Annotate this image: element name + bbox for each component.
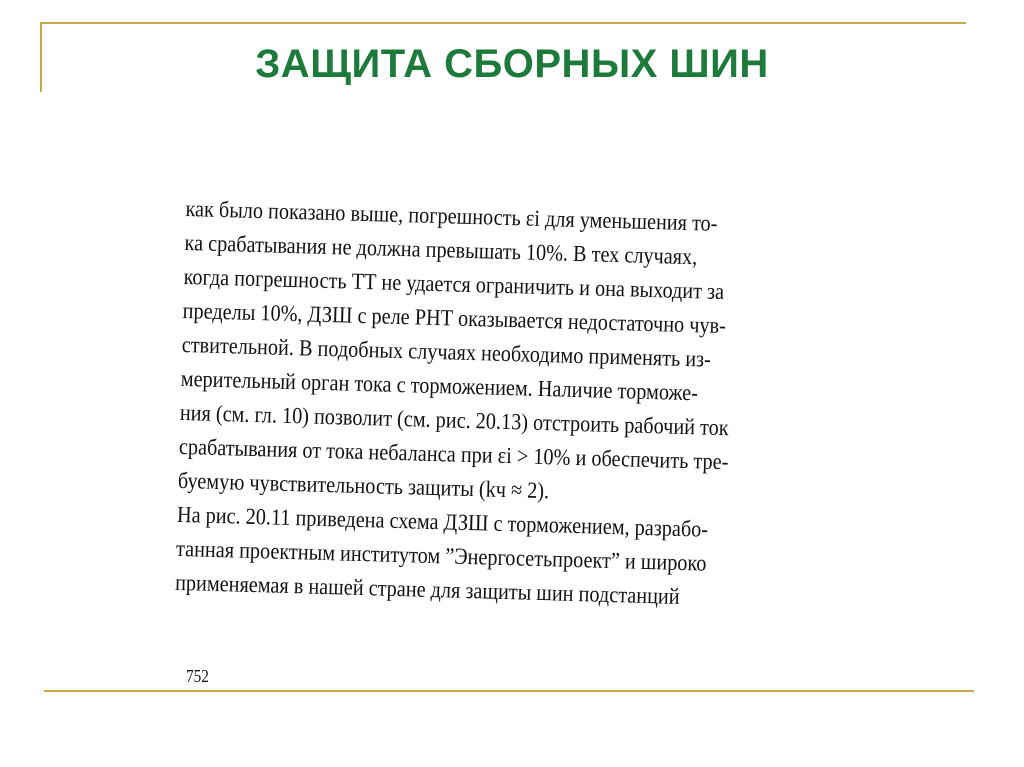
text-line: ка срабатывания не должна превышать 10%. В тех случаях, <box>184 229 698 270</box>
text-line: ствительной. В подобных случаях необходимо применять из- <box>181 331 712 372</box>
text-line: буемую чувствительность защиты (kч ≈ 2). <box>177 467 550 504</box>
text-line: когда погрешность ТТ не удается ограничить и она выходит за <box>183 263 725 305</box>
text-line: На рис. 20.11 приведена схема ДЗШ с торможением, разрабо- <box>176 501 709 542</box>
text-line: применяемая в нашей стране для защиты шин подстанций <box>174 569 681 609</box>
slide-title: ЗАЩИТА СБОРНЫХ ШИН <box>255 42 769 86</box>
scanned-text-block <box>172 194 845 702</box>
text-line: ния (см. гл. 10) позволит (см. рис. 20.13) отстроить рабочий ток <box>179 399 730 441</box>
text-line: как было показано выше, погрешность εi для уменьшения то- <box>185 195 718 236</box>
text-line: мерительный орган тока с торможением. Наличие торможе- <box>180 365 699 406</box>
text-line: срабатывания от тока небаланса при εi > 10% и обеспечить тре- <box>178 433 729 475</box>
page-number: 752 <box>186 666 209 686</box>
text-line: пределы 10%, ДЗШ с реле РНТ оказывается недостаточно чув- <box>182 297 727 339</box>
top-frame-line <box>40 22 966 24</box>
text-line: танная проектным институтом ”Энергосетьпроект” и широко <box>175 535 707 576</box>
bottom-frame-line <box>44 690 974 692</box>
